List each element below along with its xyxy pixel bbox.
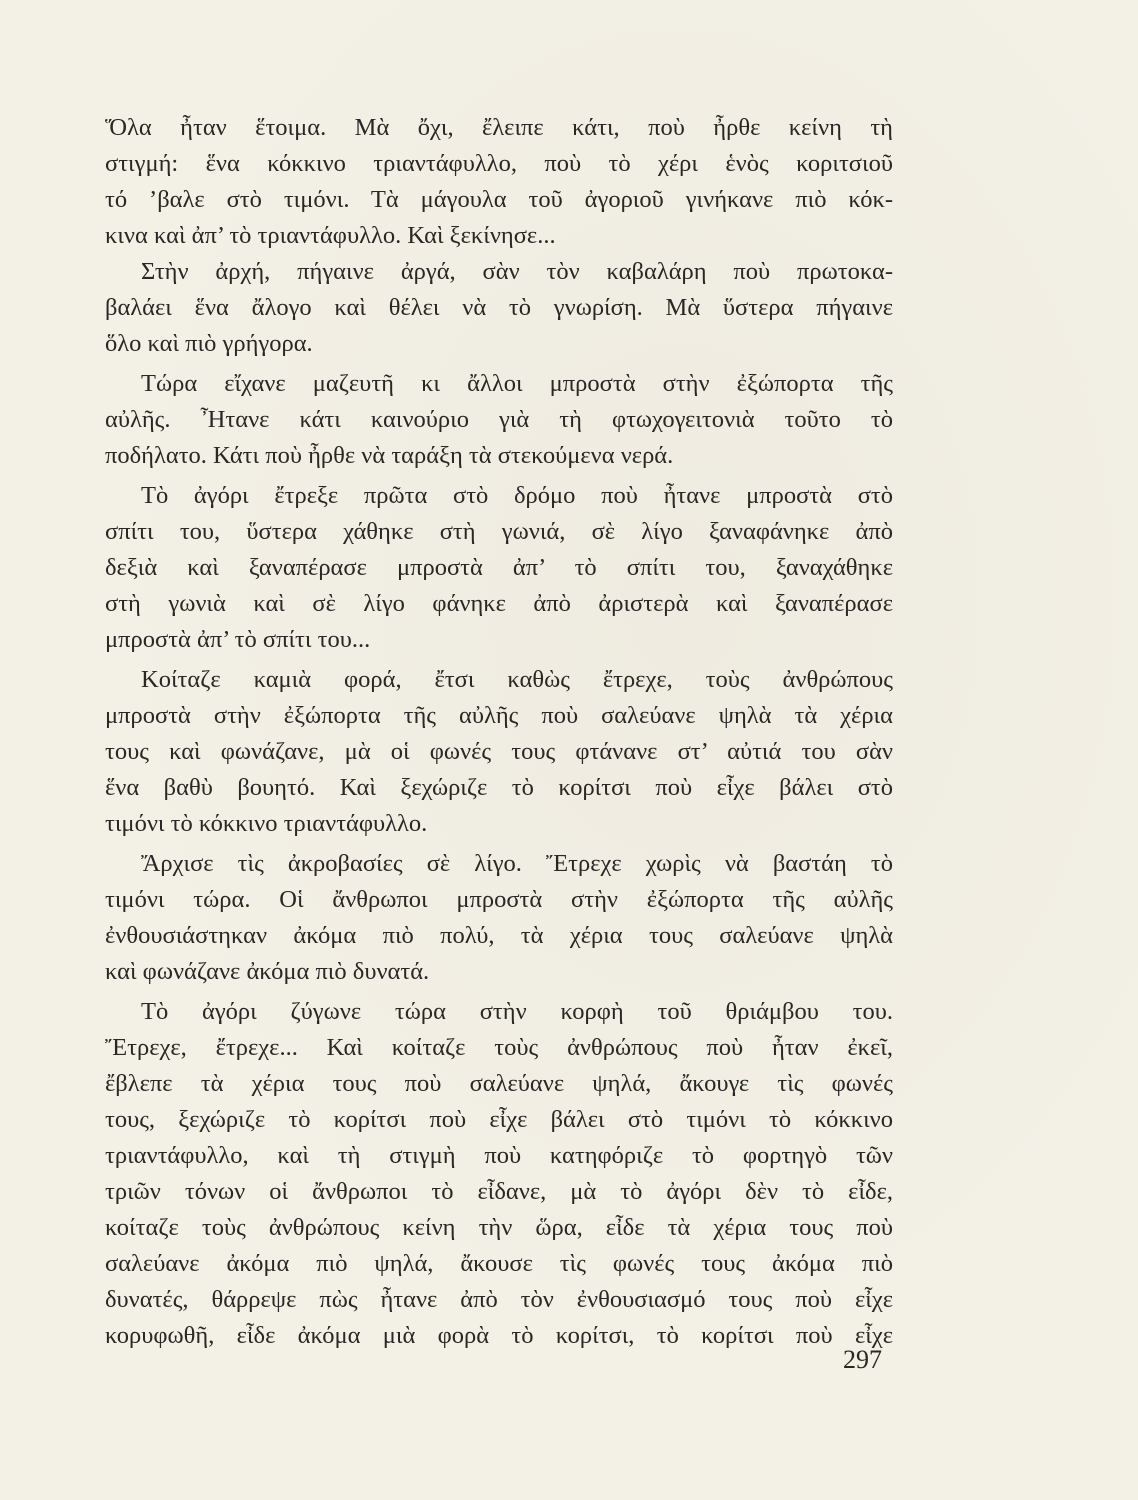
text-line: ὅλο καὶ πιὸ γρήγορα.: [105, 330, 313, 357]
text-line: Κοίταζε καμιὰ φορά, ἔτσι καθὼς ἔτρεχε, τοὺς ἀνθρώπους: [141, 666, 893, 693]
text-line: στιγμή: ἕνα κόκκινο τριαντάφυλλο, ποὺ τὸ χέρι ἑνὸς κοριτσιοῦ: [105, 150, 893, 177]
text-line: τριαντάφυλλο, καὶ τὴ στιγμὴ ποὺ κατηφόριζε τὸ φορτηγὸ τῶν: [105, 1142, 893, 1169]
text-line: τριῶν τόνων οἱ ἄνθρωποι τὸ εἶδανε, μὰ τὸ ἀγόρι δὲν τὸ εἶδε,: [105, 1178, 893, 1205]
text-line: δεξιὰ καὶ ξαναπέρασε μπροστὰ ἀπ’ τὸ σπίτι του, ξαναχάθηκε: [105, 554, 893, 581]
text-line: Ἔτρεχε, ἔτρεχε... Καὶ κοίταζε τοὺς ἀνθρώπους ποὺ ἦταν ἐκεῖ,: [105, 1034, 893, 1061]
text-line: κορυφωθῆ, εἶδε ἀκόμα μιὰ φορὰ τὸ κορίτσι, τὸ κορίτσι ποὺ εἶχε: [105, 1322, 893, 1349]
text-line: μπροστὰ ἀπ’ τὸ σπίτι του...: [105, 626, 371, 653]
text-line: Τὸ ἀγόρι ζύγωνε τώρα στὴν κορφὴ τοῦ θριάμβου του.: [141, 998, 893, 1025]
text-line: βαλάει ἕνα ἄλογο καὶ θέλει νὰ τὸ γνωρίση. Μὰ ὕστερα πήγαινε: [105, 294, 893, 321]
text-line: ἔβλεπε τὰ χέρια τους ποὺ σαλεύανε ψηλά, ἄκουγε τὶς φωνές: [105, 1070, 893, 1097]
text-line: δυνατές, θάρρεψε πὼς ἦτανε ἀπὸ τὸν ἐνθουσιασμό τους ποὺ εἶχε: [105, 1286, 893, 1313]
text-line: ποδήλατο. Κάτι ποὺ ἦρθε νὰ ταράξη τὰ στεκούμενα νερά.: [105, 442, 674, 469]
text-line: αὐλῆς. Ἦτανε κάτι καινούριο γιὰ τὴ φτωχογειτονιὰ τοῦτο τὸ: [105, 406, 893, 433]
text-line: στὴ γωνιὰ καὶ σὲ λίγο φάνηκε ἀπὸ ἀριστερὰ καὶ ξαναπέρασε: [105, 590, 893, 617]
text-line: μπροστὰ στὴν ἐξώπορτα τῆς αὐλῆς ποὺ σαλεύανε ψηλὰ τὰ χέρια: [105, 702, 893, 729]
text-line: τους, ξεχώριζε τὸ κορίτσι ποὺ εἶχε βάλει στὸ τιμόνι τὸ κόκκινο: [105, 1106, 893, 1133]
text-line: Ὅλα ἦταν ἕτοιμα. Μὰ ὄχι, ἔλειπε κάτι, ποὺ ἦρθε κείνη τὴ: [105, 114, 893, 141]
text-line: κινα καὶ ἀπ’ τὸ τριαντάφυλλο. Καὶ ξεκίνησε...: [105, 222, 556, 249]
text-line: σαλεύανε ἀκόμα πιὸ ψηλά, ἄκουσε τὶς φωνές τους ἀκόμα πιὸ: [105, 1250, 893, 1277]
text-line: τιμόνι τὸ κόκκινο τριαντάφυλλο.: [105, 810, 428, 837]
text-line: τιμόνι τώρα. Οἱ ἄνθρωποι μπροστὰ στὴν ἐξώπορτα τῆς αὐλῆς: [105, 886, 893, 913]
text-line: ἕνα βαθὺ βουητό. Καὶ ξεχώριζε τὸ κορίτσι ποὺ εἶχε βάλει στὸ: [105, 774, 893, 801]
text-line: Τώρα εἴχανε μαζευτῆ κι ἄλλοι μπροστὰ στὴν ἐξώπορτα τῆς: [141, 370, 893, 397]
text-line: Ἄρχισε τὶς ἀκροβασίες σὲ λίγο. Ἔτρεχε χωρὶς νὰ βαστάη τὸ: [141, 850, 893, 877]
text-line: Τὸ ἀγόρι ἔτρεξε πρῶτα στὸ δρόμο ποὺ ἦτανε μπροστὰ στὸ: [141, 482, 893, 509]
text-line: τους καὶ φωνάζανε, μὰ οἱ φωνές τους φτάνανε στ’ αὐτιά του σὰν: [105, 738, 893, 765]
body-text: [105, 110, 893, 1354]
page-number: 297: [843, 1345, 882, 1374]
text-line: σπίτι του, ὕστερα χάθηκε στὴ γωνιά, σὲ λίγο ξαναφάνηκε ἀπὸ: [105, 518, 893, 545]
text-line: καὶ φωνάζανε ἀκόμα πιὸ δυνατά.: [105, 958, 430, 985]
text-line: ἐνθουσιάστηκαν ἀκόμα πιὸ πολύ, τὰ χέρια τους σαλεύανε ψηλὰ: [105, 922, 893, 949]
text-line: κοίταζε τοὺς ἀνθρώπους κείνη τὴν ὥρα, εἶδε τὰ χέρια τους ποὺ: [105, 1214, 893, 1241]
text-line: Στὴν ἀρχή, πήγαινε ἀργά, σὰν τὸν καβαλάρη ποὺ πρωτοκα-: [141, 258, 893, 285]
text-line: τό ’βαλε στὸ τιμόνι. Τὰ μάγουλα τοῦ ἀγοριοῦ γινήκανε πιὸ κόκ-: [105, 186, 893, 213]
